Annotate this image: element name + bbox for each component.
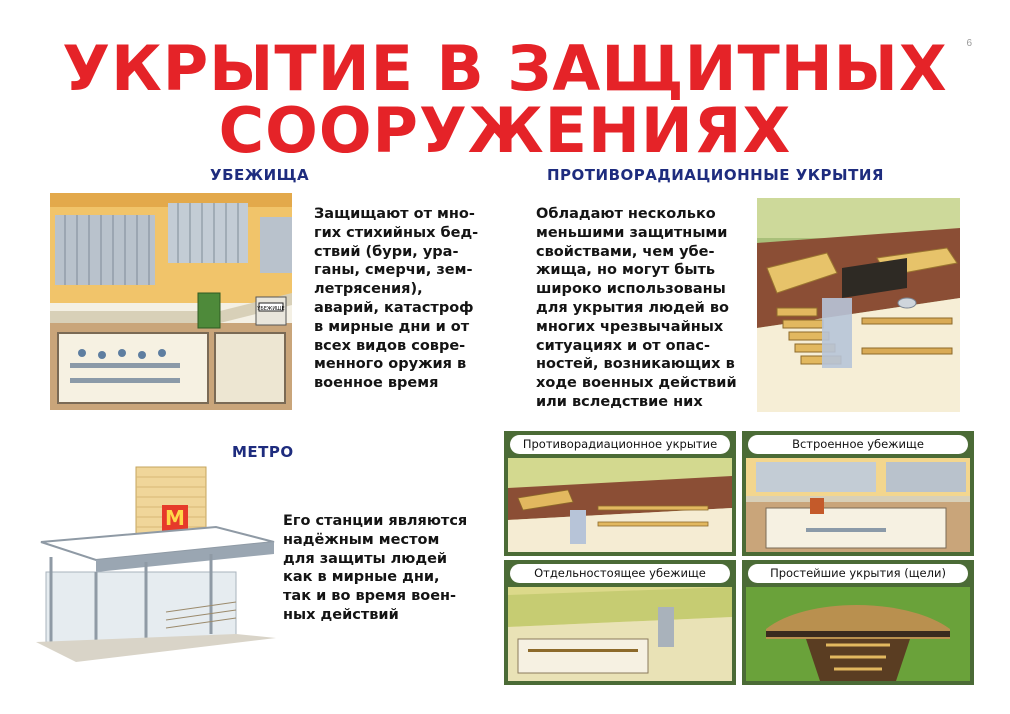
shelters-heading: УБЕЖИЩА bbox=[210, 166, 310, 184]
metro-text-line: как в мирные дни, bbox=[283, 569, 440, 586]
anti-radiation-text-line: свойствами, чем убе- bbox=[536, 243, 715, 260]
panel-caption: Противорадиационное укрытие bbox=[510, 435, 730, 454]
metro-text-line: ных действий bbox=[283, 606, 399, 623]
shelters-text-line: военное время bbox=[314, 375, 439, 392]
panel-anti-radiation-shelter bbox=[504, 431, 736, 556]
metro-entrance-illustration bbox=[36, 462, 276, 672]
panel-illustration bbox=[508, 587, 732, 681]
shelters-text-line: всех видов совре- bbox=[314, 337, 466, 354]
anti-radiation-text-line: меньшими защитными bbox=[536, 224, 728, 241]
shelters-text-line: Защищают от мно- bbox=[314, 206, 475, 222]
anti-radiation-text-line: Обладают несколько bbox=[536, 206, 716, 222]
panel-caption: Встроенное убежище bbox=[748, 435, 968, 454]
anti-radiation-text-line: жища, но могут быть bbox=[536, 262, 716, 279]
panel-illustration bbox=[746, 587, 970, 681]
panel-illustration bbox=[508, 458, 732, 552]
metro-text bbox=[283, 512, 467, 625]
anti-radiation-text bbox=[536, 205, 737, 412]
panel-caption: Простейшие укрытия (щели) bbox=[748, 564, 968, 583]
anti-radiation-text-line: многих чрезвычайных bbox=[536, 318, 724, 335]
anti-radiation-text-line: или вследствие них bbox=[536, 393, 703, 410]
anti-radiation-text-line: ностей, возникающих в bbox=[536, 356, 735, 373]
shelter-building-illustration bbox=[50, 193, 292, 410]
page-title-line-1: УКРЫТИЕ В ЗАЩИТНЫХ bbox=[62, 32, 948, 105]
shelters-text-line: гих стихийных бед- bbox=[314, 224, 479, 241]
anti-radiation-text-line: для укрытия людей во bbox=[536, 299, 730, 316]
panel-standalone-shelter bbox=[504, 560, 736, 685]
shelter-door-sign: УБЕЖИЩЕ bbox=[257, 306, 285, 312]
metro-text-line: для защиты людей bbox=[283, 550, 448, 567]
metro-sign-letter: М bbox=[165, 506, 185, 530]
page-title-line-2: СООРУЖЕНИЯХ bbox=[218, 94, 792, 167]
shelters-text-line: аварий, катастроф bbox=[314, 299, 474, 316]
panel-illustration bbox=[746, 458, 970, 552]
shelters-text-line: ганы, смерчи, зем- bbox=[314, 262, 473, 279]
shelters-text-line: в мирные дни и от bbox=[314, 318, 470, 335]
metro-text-line: надёжным местом bbox=[283, 531, 440, 548]
anti-radiation-shelter-illustration bbox=[757, 198, 960, 412]
panel-built-in-shelter bbox=[742, 431, 974, 556]
shelters-text-line: ствий (бури, ура- bbox=[314, 243, 459, 260]
shelters-text bbox=[314, 205, 478, 393]
page-number: 6 bbox=[966, 38, 972, 49]
metro-heading: МЕТРО bbox=[232, 443, 294, 461]
metro-text-line: Его станции являются bbox=[283, 513, 468, 529]
anti-radiation-text-line: ситуациях и от опас- bbox=[536, 337, 711, 354]
anti-radiation-text-line: ходе военных действий bbox=[536, 375, 737, 392]
anti-radiation-text-line: широко использованы bbox=[536, 281, 726, 298]
shelters-text-line: летрясения), bbox=[314, 281, 423, 298]
metro-text-line: так и во время воен- bbox=[283, 588, 457, 605]
shelters-text-line: менного оружия в bbox=[314, 356, 467, 373]
anti-radiation-heading: ПРОТИВОРАДИАЦИОННЫЕ УКРЫТИЯ bbox=[547, 166, 884, 184]
panel-caption: Отдельностоящее убежище bbox=[510, 564, 730, 583]
panel-simplest-shelters bbox=[742, 560, 974, 685]
